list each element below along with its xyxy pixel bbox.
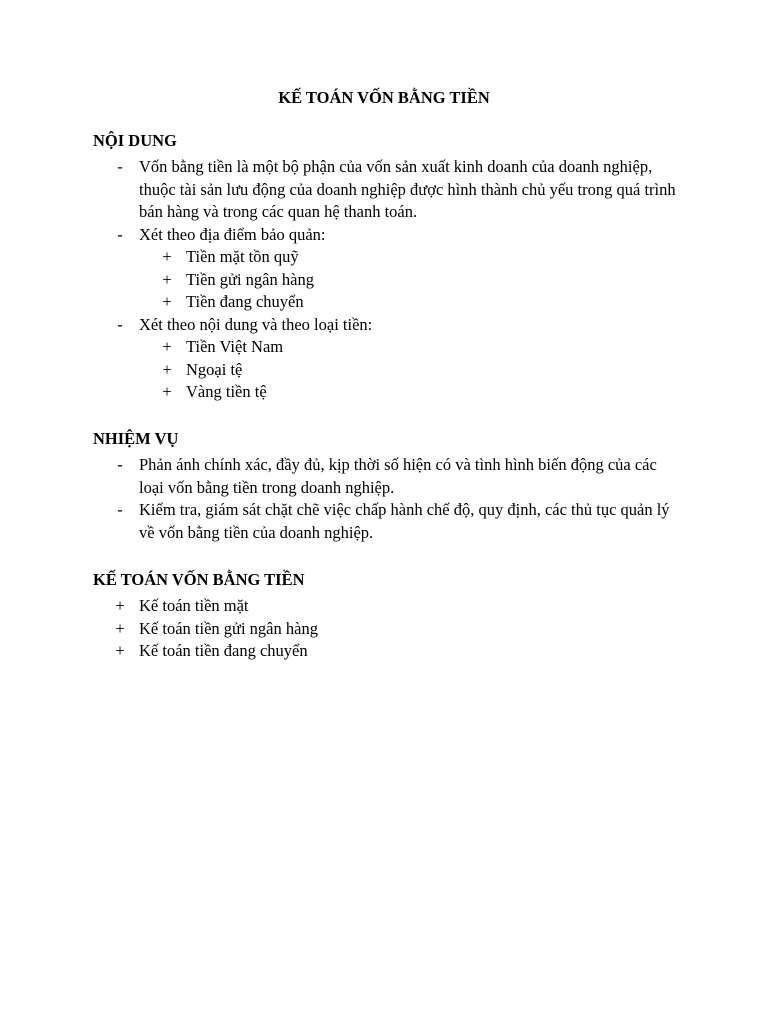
list-subitem — [93, 381, 693, 404]
document-title: KẾ TOÁN VỐN BẰNG TIỀN — [278, 88, 490, 107]
list-marker: + — [162, 359, 172, 379]
list-item-text: Kiểm tra, giám sát chặt chẽ việc chấp hành chế độ, quy định, các thủ tục quản lý về vốn bằng tiền của doanh nghiệp. — [139, 500, 670, 542]
list-subitem — [93, 269, 693, 292]
section-noi-dung — [93, 130, 693, 404]
list-subitem — [93, 246, 693, 269]
list-item — [93, 314, 693, 337]
list-item-text: Tiền Việt Nam — [186, 337, 284, 356]
section-heading: NHIỆM VỤ — [93, 429, 179, 448]
list-marker: + — [162, 337, 172, 356]
section-list — [93, 156, 693, 404]
list-item — [93, 156, 693, 224]
list-item-text: Ngoại tệ — [186, 359, 243, 379]
list-item-text: Xét theo địa điểm bảo quản: — [139, 224, 326, 244]
list-marker: - — [117, 224, 123, 244]
list-item-text: Kế toán tiền đang chuyển — [139, 641, 308, 660]
list-subitem — [93, 359, 693, 382]
section-list — [93, 454, 693, 544]
list-marker: + — [115, 596, 125, 615]
list-marker: - — [117, 314, 123, 334]
list-item-text: Tiền mặt tồn quỹ — [186, 247, 299, 266]
list-item-text: Kế toán tiền mặt — [139, 596, 249, 615]
list-item — [93, 224, 693, 247]
list-item — [93, 499, 693, 544]
list-marker: - — [117, 455, 123, 474]
list-marker: + — [162, 247, 172, 266]
list-item-text: Phản ánh chính xác, đầy đủ, kịp thời số hiện có và tình hình biến động của các loại vốn bằng tiền trong doanh nghiệp. — [139, 455, 657, 497]
section-nhiem-vu — [93, 428, 693, 544]
list-marker: + — [162, 292, 172, 311]
list-subitem — [93, 336, 693, 359]
list-item-text: Xét theo nội dung và theo loại tiền: — [139, 314, 373, 334]
list-marker: + — [162, 382, 172, 401]
list-item-text: Tiền đang chuyển — [186, 292, 304, 311]
list-marker: + — [115, 641, 125, 660]
list-marker: + — [162, 269, 172, 289]
section-heading: NỘI DUNG — [93, 131, 177, 150]
list-item-text: Tiền gửi ngân hàng — [186, 269, 314, 289]
list-item — [93, 595, 693, 618]
section-heading: KẾ TOÁN VỐN BẰNG TIỀN — [93, 570, 305, 589]
list-subitem — [93, 291, 693, 314]
list-item-text: Vàng tiền tệ — [186, 382, 267, 401]
list-item-text: Vốn bằng tiền là một bộ phận của vốn sản xuất kinh doanh của doanh nghiệp, thuộc tài sản lưu động của doanh nghiệp được hình thành chủ yếu trong quá trình bán hàng và trong các quan hệ thanh toán. — [139, 157, 676, 221]
list-marker: - — [117, 157, 123, 176]
list-item — [93, 618, 693, 641]
list-item — [93, 640, 693, 663]
list-marker: + — [115, 618, 125, 638]
list-item — [93, 454, 693, 499]
list-marker: - — [117, 500, 123, 519]
section-list — [93, 595, 693, 663]
section-ke-toan — [93, 569, 693, 663]
list-item-text: Kế toán tiền gửi ngân hàng — [139, 618, 318, 638]
